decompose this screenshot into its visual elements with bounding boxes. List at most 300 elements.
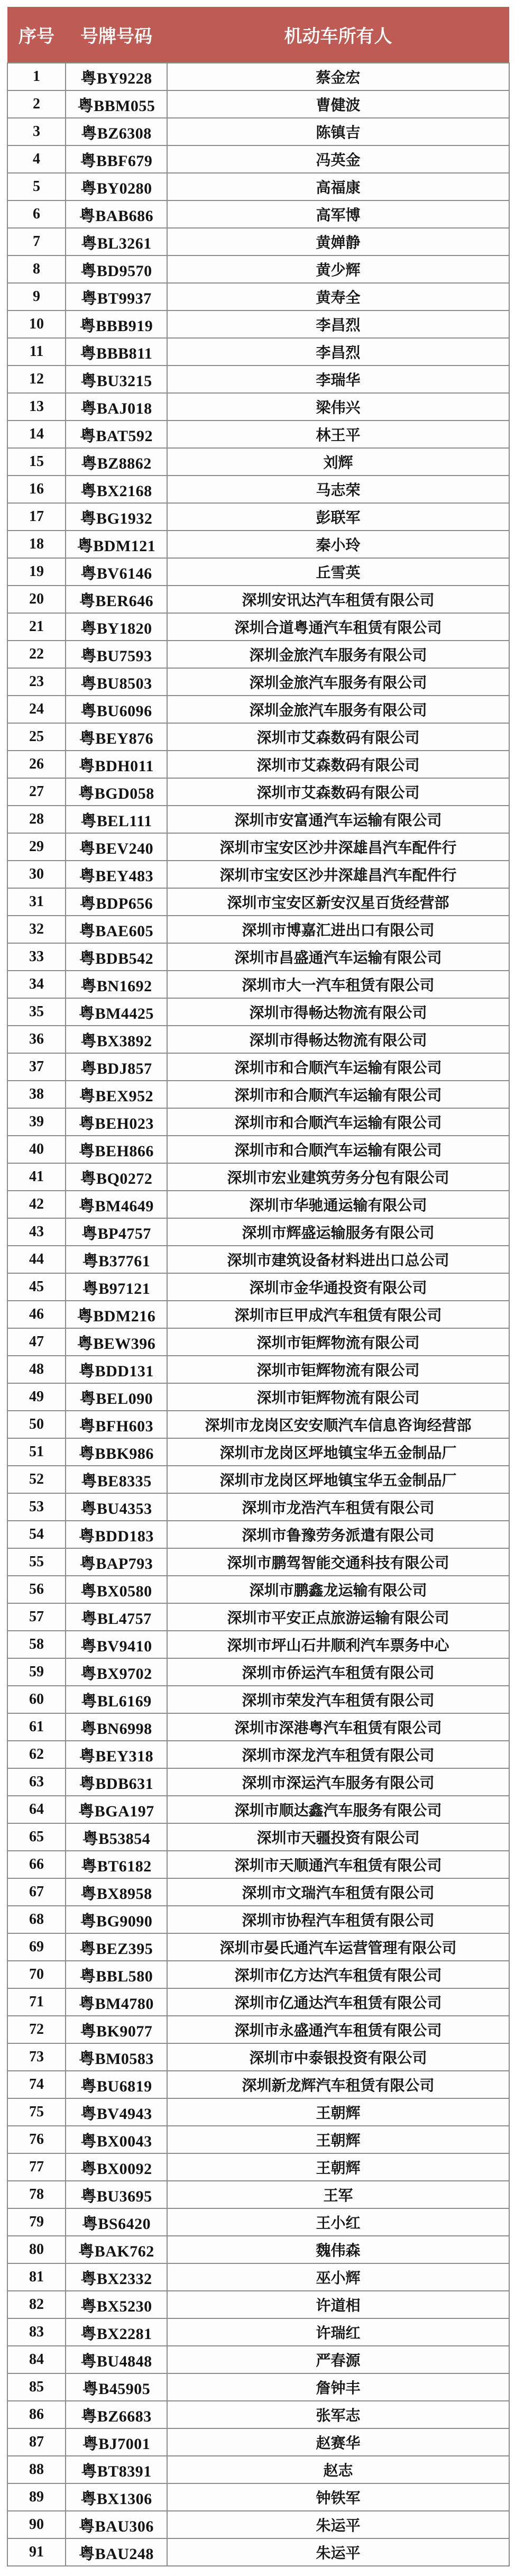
row-index-cell: 35 [7, 998, 66, 1026]
plate-number-cell: 粤BU3215 [66, 366, 167, 393]
plate-number-cell: 粤BJ7001 [66, 2428, 167, 2456]
owner-name-cell: 深圳新龙辉汽车租赁有限公司 [167, 2071, 509, 2098]
owner-name-cell: 深圳市宝安区沙井深雄昌汽车配件行 [167, 861, 509, 888]
plate-number-cell: 粤BX2168 [66, 476, 167, 503]
row-index-cell: 17 [7, 503, 66, 531]
owner-name-cell: 深圳市龙浩汽车租赁有限公司 [167, 1493, 509, 1521]
plate-number-cell: 粤B45905 [66, 2373, 167, 2401]
plate-number-cell: 粤BBK986 [66, 1438, 167, 1466]
owner-name-cell: 深圳市和合顺汽车运输有限公司 [167, 1053, 509, 1081]
table-row [7, 2483, 509, 2511]
owner-name-cell: 彭联军 [167, 503, 509, 531]
plate-number-cell: 粤BBF679 [66, 145, 167, 173]
owner-name-cell: 深圳市钜辉物流有限公司 [167, 1383, 509, 1411]
owner-name-cell: 秦小玲 [167, 531, 509, 558]
table-row [7, 1741, 509, 1768]
owner-name-cell: 高军博 [167, 200, 509, 228]
owner-name-cell: 深圳市平安正点旅游运输有限公司 [167, 1603, 509, 1631]
row-index-cell: 37 [7, 1053, 66, 1081]
table-row [7, 1878, 509, 1906]
row-index-cell: 4 [7, 145, 66, 173]
plate-number-cell: 粤BGD058 [66, 778, 167, 806]
row-index-cell: 30 [7, 861, 66, 888]
owner-name-cell: 王军 [167, 2181, 509, 2208]
plate-number-cell: 粤BZ6683 [66, 2401, 167, 2428]
row-index-cell: 25 [7, 723, 66, 751]
plate-number-cell: 粤BG1932 [66, 503, 167, 531]
row-index-cell: 57 [7, 1603, 66, 1631]
row-index-cell: 38 [7, 1081, 66, 1108]
table-row [7, 2153, 509, 2181]
row-index-cell: 75 [7, 2098, 66, 2126]
owner-name-cell: 深圳市钜辉物流有限公司 [167, 1356, 509, 1383]
table-row [7, 1273, 509, 1301]
row-index-cell: 44 [7, 1246, 66, 1273]
row-index-cell: 42 [7, 1191, 66, 1218]
owner-name-cell: 深圳金旅汽车服务有限公司 [167, 696, 509, 723]
header-col-plate: 号牌号码 [66, 7, 167, 63]
owner-name-cell: 王朝辉 [167, 2098, 509, 2126]
table-row [7, 2511, 509, 2538]
plate-number-cell: 粤BV4943 [66, 2098, 167, 2126]
row-index-cell: 49 [7, 1383, 66, 1411]
table-row [7, 751, 509, 778]
owner-name-cell: 深圳市亿通达汽车租赁有限公司 [167, 1988, 509, 2016]
row-index-cell: 45 [7, 1273, 66, 1301]
owner-name-cell: 魏伟森 [167, 2236, 509, 2263]
plate-number-cell: 粤BDH011 [66, 751, 167, 778]
plate-number-cell: 粤BEX952 [66, 1081, 167, 1108]
plate-number-cell: 粤BS6420 [66, 2208, 167, 2236]
row-index-cell: 18 [7, 531, 66, 558]
table-row [7, 1493, 509, 1521]
row-index-cell: 41 [7, 1163, 66, 1191]
row-index-cell: 50 [7, 1411, 66, 1438]
owner-name-cell: 赵志 [167, 2456, 509, 2483]
owner-name-cell: 深圳市得畅达物流有限公司 [167, 998, 509, 1026]
plate-number-cell: 粤BEY483 [66, 861, 167, 888]
owner-name-cell: 深圳金旅汽车服务有限公司 [167, 668, 509, 696]
table-row [7, 90, 509, 118]
row-index-cell: 64 [7, 1796, 66, 1823]
plate-number-cell: 粤BX0043 [66, 2126, 167, 2153]
owner-name-cell: 深圳市深港粤汽车租赁有限公司 [167, 1713, 509, 1741]
row-index-cell: 14 [7, 421, 66, 448]
table-row [7, 1081, 509, 1108]
owner-name-cell: 黄少辉 [167, 255, 509, 283]
plate-number-cell: 粤BX2281 [66, 2318, 167, 2346]
row-index-cell: 70 [7, 1961, 66, 1988]
plate-number-cell: 粤BDM121 [66, 531, 167, 558]
plate-number-cell: 粤BU7593 [66, 641, 167, 668]
row-index-cell: 39 [7, 1108, 66, 1136]
plate-number-cell: 粤BU8503 [66, 668, 167, 696]
owner-name-cell: 深圳市辉盛运输服务有限公司 [167, 1218, 509, 1246]
table-row [7, 1768, 509, 1796]
owner-name-cell: 严春源 [167, 2346, 509, 2373]
table-row [7, 861, 509, 888]
owner-name-cell: 朱运平 [167, 2511, 509, 2538]
plate-number-cell: 粤BER646 [66, 586, 167, 613]
row-index-cell: 40 [7, 1136, 66, 1163]
owner-name-cell: 深圳合道粤通汽车租赁有限公司 [167, 613, 509, 641]
row-index-cell: 66 [7, 1851, 66, 1878]
row-index-cell: 53 [7, 1493, 66, 1521]
row-index-cell: 15 [7, 448, 66, 476]
table-row [7, 283, 509, 310]
header-col-index: 序号 [7, 7, 66, 63]
owner-name-cell: 黄婵静 [167, 228, 509, 255]
table-row [7, 2456, 509, 2483]
owner-name-cell: 王朝辉 [167, 2126, 509, 2153]
owner-name-cell: 深圳市昌盛通汽车运输有限公司 [167, 943, 509, 971]
row-index-cell: 87 [7, 2428, 66, 2456]
table-row [7, 1933, 509, 1961]
table-row [7, 145, 509, 173]
table-row [7, 118, 509, 145]
plate-number-cell: 粤B53854 [66, 1823, 167, 1851]
row-index-cell: 84 [7, 2346, 66, 2373]
row-index-cell: 26 [7, 751, 66, 778]
owner-name-cell: 深圳市鹏驾智能交通科技有限公司 [167, 1548, 509, 1576]
row-index-cell: 36 [7, 1026, 66, 1053]
owner-name-cell: 深圳市鹏鑫龙运输有限公司 [167, 1576, 509, 1603]
owner-name-cell: 深圳市晏氏通汽车运营管理有限公司 [167, 1933, 509, 1961]
plate-number-cell: 粤BT6182 [66, 1851, 167, 1878]
row-index-cell: 2 [7, 90, 66, 118]
table-row [7, 1713, 509, 1741]
table-row [7, 228, 509, 255]
owner-name-cell: 深圳金旅汽车服务有限公司 [167, 641, 509, 668]
plate-number-cell: 粤BL4757 [66, 1603, 167, 1631]
plate-number-cell: 粤BG9090 [66, 1906, 167, 1933]
plate-number-cell: 粤BP4757 [66, 1218, 167, 1246]
row-index-cell: 73 [7, 2043, 66, 2071]
plate-number-cell: 粤BX9702 [66, 1658, 167, 1686]
row-index-cell: 80 [7, 2236, 66, 2263]
vehicle-owner-table [7, 7, 510, 2566]
table-row [7, 448, 509, 476]
plate-number-cell: 粤BAJ018 [66, 393, 167, 421]
owner-name-cell: 丘雪英 [167, 558, 509, 586]
row-index-cell: 52 [7, 1466, 66, 1493]
table-row [7, 1411, 509, 1438]
owner-name-cell: 深圳市大一汽车租赁有限公司 [167, 971, 509, 998]
row-index-cell: 76 [7, 2126, 66, 2153]
owner-name-cell: 深圳市永盛通汽车租赁有限公司 [167, 2016, 509, 2043]
row-index-cell: 61 [7, 1713, 66, 1741]
owner-name-cell: 深圳市安富通汽车运输有限公司 [167, 806, 509, 833]
table-row [7, 1191, 509, 1218]
table-row [7, 1851, 509, 1878]
owner-name-cell: 深圳市华驰通运输有限公司 [167, 1191, 509, 1218]
row-index-cell: 27 [7, 778, 66, 806]
row-index-cell: 33 [7, 943, 66, 971]
plate-number-cell: 粤BE8335 [66, 1466, 167, 1493]
table-row [7, 1383, 509, 1411]
owner-name-cell: 蔡金宏 [167, 63, 509, 90]
row-index-cell: 55 [7, 1548, 66, 1576]
plate-number-cell: 粤BX5230 [66, 2291, 167, 2318]
owner-name-cell: 梁伟兴 [167, 393, 509, 421]
owner-name-cell: 深圳市顺达鑫汽车服务有限公司 [167, 1796, 509, 1823]
plate-number-cell: 粤BY1820 [66, 613, 167, 641]
plate-number-cell: 粤BT9937 [66, 283, 167, 310]
owner-name-cell: 王小红 [167, 2208, 509, 2236]
plate-number-cell: 粤BAU248 [66, 2538, 167, 2566]
owner-name-cell: 马志荣 [167, 476, 509, 503]
owner-name-cell: 深圳市宝安区新安汉星百货经营部 [167, 888, 509, 916]
plate-number-cell: 粤BN1692 [66, 971, 167, 998]
table-row [7, 641, 509, 668]
row-index-cell: 79 [7, 2208, 66, 2236]
plate-number-cell: 粤BEL090 [66, 1383, 167, 1411]
table-row [7, 1246, 509, 1273]
plate-number-cell: 粤BDD183 [66, 1521, 167, 1548]
row-index-cell: 82 [7, 2291, 66, 2318]
row-index-cell: 91 [7, 2538, 66, 2566]
plate-number-cell: 粤BX8958 [66, 1878, 167, 1906]
table-row [7, 2043, 509, 2071]
row-index-cell: 74 [7, 2071, 66, 2098]
owner-name-cell: 詹钟丰 [167, 2373, 509, 2401]
table-row [7, 173, 509, 200]
table-header-row [7, 7, 509, 63]
plate-number-cell: 粤BBM055 [66, 90, 167, 118]
plate-number-cell: 粤BEL111 [66, 806, 167, 833]
plate-number-cell: 粤BBB811 [66, 338, 167, 366]
plate-number-cell: 粤BDD131 [66, 1356, 167, 1383]
owner-name-cell: 深圳市天顺通汽车租赁有限公司 [167, 1851, 509, 1878]
row-index-cell: 67 [7, 1878, 66, 1906]
row-index-cell: 31 [7, 888, 66, 916]
plate-number-cell: 粤BAE605 [66, 916, 167, 943]
row-index-cell: 34 [7, 971, 66, 998]
table-row [7, 1823, 509, 1851]
row-index-cell: 28 [7, 806, 66, 833]
table-row [7, 2098, 509, 2126]
row-index-cell: 65 [7, 1823, 66, 1851]
row-index-cell: 59 [7, 1658, 66, 1686]
table-row [7, 338, 509, 366]
owner-name-cell: 深圳市龙岗区安安顺汽车信息咨询经营部 [167, 1411, 509, 1438]
plate-number-cell: 粤BM4649 [66, 1191, 167, 1218]
owner-name-cell: 深圳市文瑞汽车租赁有限公司 [167, 1878, 509, 1906]
table-row [7, 2208, 509, 2236]
row-index-cell: 11 [7, 338, 66, 366]
table-row [7, 1658, 509, 1686]
plate-number-cell: 粤BU6819 [66, 2071, 167, 2098]
table-body [7, 63, 509, 2566]
plate-number-cell: 粤BEZ395 [66, 1933, 167, 1961]
owner-name-cell: 深圳安讯达汽车租赁有限公司 [167, 586, 509, 613]
row-index-cell: 8 [7, 255, 66, 283]
row-index-cell: 60 [7, 1686, 66, 1713]
plate-number-cell: 粤BL3261 [66, 228, 167, 255]
row-index-cell: 69 [7, 1933, 66, 1961]
row-index-cell: 71 [7, 1988, 66, 2016]
plate-number-cell: 粤BY9228 [66, 63, 167, 90]
owner-name-cell: 冯英金 [167, 145, 509, 173]
row-index-cell: 90 [7, 2511, 66, 2538]
owner-name-cell: 许瑞红 [167, 2318, 509, 2346]
table-row [7, 1438, 509, 1466]
row-index-cell: 43 [7, 1218, 66, 1246]
owner-name-cell: 深圳市宏业建筑劳务分包有限公司 [167, 1163, 509, 1191]
row-index-cell: 10 [7, 310, 66, 338]
plate-number-cell: 粤BQ0272 [66, 1163, 167, 1191]
table-row [7, 1576, 509, 1603]
table-row [7, 613, 509, 641]
plate-number-cell: 粤BU3695 [66, 2181, 167, 2208]
row-index-cell: 63 [7, 1768, 66, 1796]
owner-name-cell: 林王平 [167, 421, 509, 448]
table-row [7, 366, 509, 393]
plate-number-cell: 粤BAB686 [66, 200, 167, 228]
table-row [7, 531, 509, 558]
owner-name-cell: 赵赛华 [167, 2428, 509, 2456]
plate-number-cell: 粤BU4353 [66, 1493, 167, 1521]
row-index-cell: 23 [7, 668, 66, 696]
table-row [7, 476, 509, 503]
table-row [7, 971, 509, 998]
row-index-cell: 7 [7, 228, 66, 255]
owner-name-cell: 深圳市中泰银投资有限公司 [167, 2043, 509, 2071]
table-row [7, 806, 509, 833]
owner-name-cell: 深圳市坪山石井顺利汽车票务中心 [167, 1631, 509, 1658]
row-index-cell: 51 [7, 1438, 66, 1466]
owner-name-cell: 深圳市龙岗区坪地镇宝华五金制品厂 [167, 1438, 509, 1466]
plate-number-cell: 粤BV6146 [66, 558, 167, 586]
row-index-cell: 9 [7, 283, 66, 310]
plate-number-cell: 粤BY0280 [66, 173, 167, 200]
table-row [7, 586, 509, 613]
plate-number-cell: 粤B97121 [66, 1273, 167, 1301]
row-index-cell: 5 [7, 173, 66, 200]
owner-name-cell: 高福康 [167, 173, 509, 200]
owner-name-cell: 深圳市宝安区沙井深雄昌汽车配件行 [167, 833, 509, 861]
table-row [7, 558, 509, 586]
row-index-cell: 83 [7, 2318, 66, 2346]
plate-number-cell: 粤BZ6308 [66, 118, 167, 145]
row-index-cell: 88 [7, 2456, 66, 2483]
table-row [7, 668, 509, 696]
row-index-cell: 62 [7, 1741, 66, 1768]
plate-number-cell: 粤BDB542 [66, 943, 167, 971]
owner-name-cell: 深圳市亿方达汽车租赁有限公司 [167, 1961, 509, 1988]
owner-name-cell: 深圳市和合顺汽车运输有限公司 [167, 1081, 509, 1108]
owner-name-cell: 巫小辉 [167, 2263, 509, 2291]
owner-name-cell: 朱运平 [167, 2538, 509, 2566]
table-row [7, 1301, 509, 1328]
owner-name-cell: 深圳市巨甲成汽车租赁有限公司 [167, 1301, 509, 1328]
owner-name-cell: 黄寿全 [167, 283, 509, 310]
header-col-owner: 机动车所有人 [167, 7, 509, 63]
row-index-cell: 29 [7, 833, 66, 861]
row-index-cell: 47 [7, 1328, 66, 1356]
plate-number-cell: 粤BM0583 [66, 2043, 167, 2071]
owner-name-cell: 深圳市艾森数码有限公司 [167, 751, 509, 778]
table-row [7, 2373, 509, 2401]
row-index-cell: 3 [7, 118, 66, 145]
table-row [7, 63, 509, 90]
plate-number-cell: 粤BU6096 [66, 696, 167, 723]
owner-name-cell: 深圳市侨运汽车租赁有限公司 [167, 1658, 509, 1686]
plate-number-cell: 粤BX0580 [66, 1576, 167, 1603]
plate-number-cell: 粤BAK762 [66, 2236, 167, 2263]
table-row [7, 833, 509, 861]
owner-name-cell: 深圳市得畅达物流有限公司 [167, 1026, 509, 1053]
owner-name-cell: 李昌烈 [167, 338, 509, 366]
table-row [7, 1218, 509, 1246]
row-index-cell: 85 [7, 2373, 66, 2401]
row-index-cell: 54 [7, 1521, 66, 1548]
plate-number-cell: 粤BU4848 [66, 2346, 167, 2373]
table-row [7, 2428, 509, 2456]
table-row [7, 1163, 509, 1191]
plate-number-cell: 粤BDJ857 [66, 1053, 167, 1081]
plate-number-cell: 粤BDM216 [66, 1301, 167, 1328]
owner-name-cell: 曹健波 [167, 90, 509, 118]
plate-number-cell: 粤BZ8862 [66, 448, 167, 476]
owner-name-cell: 深圳市和合顺汽车运输有限公司 [167, 1136, 509, 1163]
owner-name-cell: 王朝辉 [167, 2153, 509, 2181]
table-row [7, 2016, 509, 2043]
plate-number-cell: 粤BEH023 [66, 1108, 167, 1136]
table-row [7, 2291, 509, 2318]
row-index-cell: 46 [7, 1301, 66, 1328]
owner-name-cell: 深圳市龙岗区坪地镇宝华五金制品厂 [167, 1466, 509, 1493]
table-row [7, 2346, 509, 2373]
table-row [7, 1026, 509, 1053]
plate-number-cell: 粤BD9570 [66, 255, 167, 283]
owner-name-cell: 深圳市博嘉汇进出口有限公司 [167, 916, 509, 943]
plate-number-cell: 粤BAP793 [66, 1548, 167, 1576]
row-index-cell: 32 [7, 916, 66, 943]
table-row [7, 2236, 509, 2263]
table-row [7, 2401, 509, 2428]
table-row [7, 200, 509, 228]
table-row [7, 2318, 509, 2346]
plate-number-cell: 粤BL6169 [66, 1686, 167, 1713]
plate-number-cell: 粤BEY318 [66, 1741, 167, 1768]
plate-number-cell: 粤BAT592 [66, 421, 167, 448]
table-row [7, 998, 509, 1026]
table-row [7, 1521, 509, 1548]
table-row [7, 2263, 509, 2291]
table-row [7, 421, 509, 448]
row-index-cell: 6 [7, 200, 66, 228]
row-index-cell: 22 [7, 641, 66, 668]
table-row [7, 723, 509, 751]
plate-number-cell: 粤BDB631 [66, 1768, 167, 1796]
row-index-cell: 20 [7, 586, 66, 613]
owner-name-cell: 深圳市金华通投资有限公司 [167, 1273, 509, 1301]
row-index-cell: 12 [7, 366, 66, 393]
plate-number-cell: 粤BBB919 [66, 310, 167, 338]
table-row [7, 696, 509, 723]
owner-name-cell: 深圳市艾森数码有限公司 [167, 778, 509, 806]
row-index-cell: 86 [7, 2401, 66, 2428]
table-row [7, 1356, 509, 1383]
owner-name-cell: 深圳市钜辉物流有限公司 [167, 1328, 509, 1356]
table-row [7, 1053, 509, 1081]
owner-name-cell: 深圳市深龙汽车租赁有限公司 [167, 1741, 509, 1768]
owner-name-cell: 李昌烈 [167, 310, 509, 338]
plate-number-cell: 粤BX0092 [66, 2153, 167, 2181]
row-index-cell: 1 [7, 63, 66, 90]
owner-name-cell: 深圳市协程汽车租赁有限公司 [167, 1906, 509, 1933]
